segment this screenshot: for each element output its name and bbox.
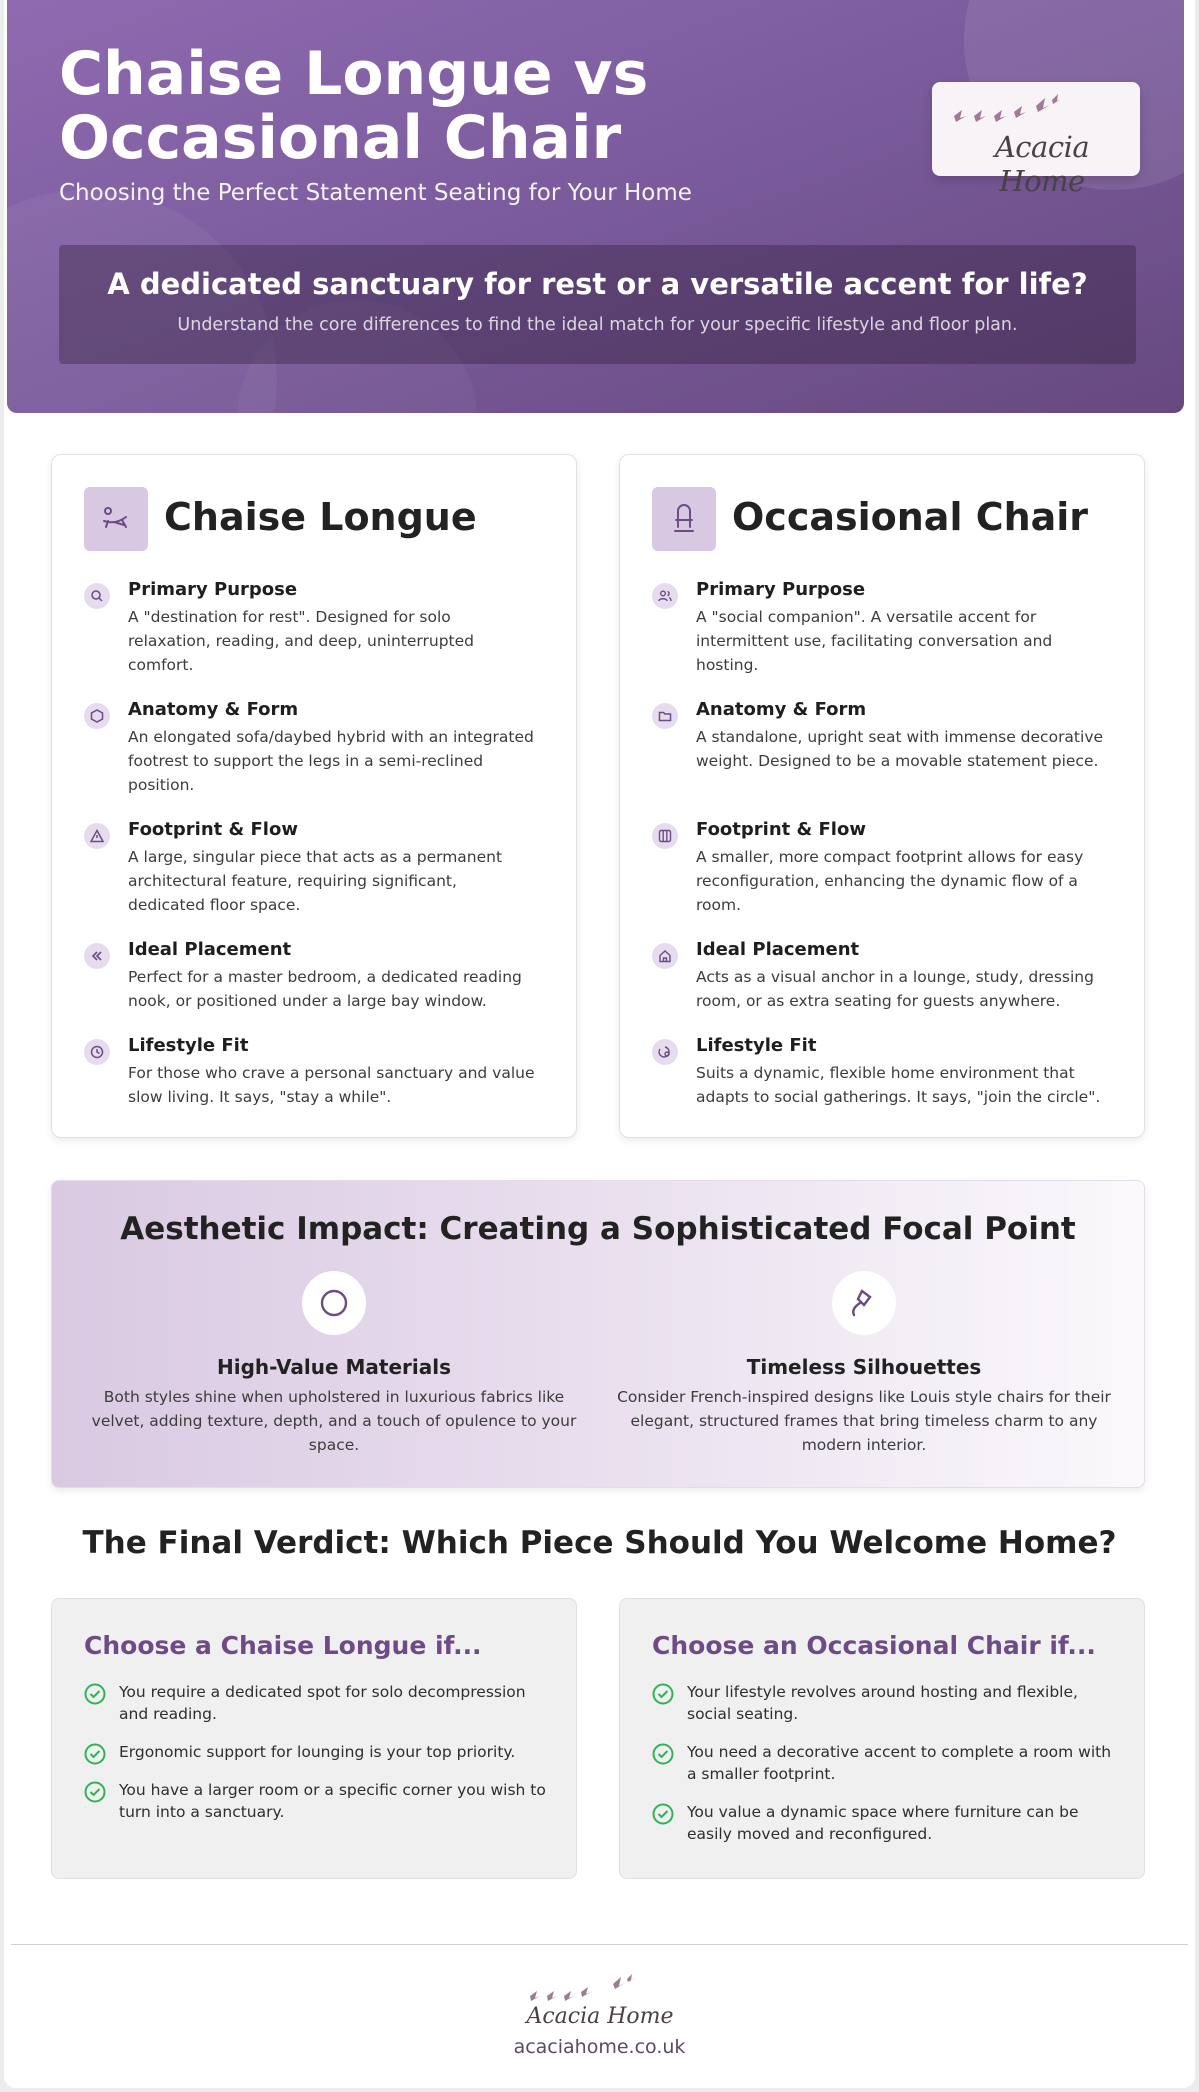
feature-title: Primary Purpose — [128, 579, 298, 600]
check-circle-icon — [84, 1743, 106, 1765]
aesthetic-item-desc: Both styles shine when upholstered in luxurious fabrics like velvet, adding texture, depth, and a touch of opulence to your space. — [91, 1388, 577, 1454]
card-title: Chaise Longue — [164, 495, 477, 539]
feature-desc: Suits a dynamic, flexible home environment that adapts to social gatherings. It says, "join the circle". — [696, 1064, 1101, 1106]
feature-title: Primary Purpose — [696, 579, 866, 600]
feature-title: Lifestyle Fit — [128, 1035, 249, 1056]
check-circle-icon — [652, 1743, 674, 1765]
feature-title: Anatomy & Form — [696, 699, 867, 720]
section-title: Aesthetic Impact: Creating a Sophisticated Focal Point — [120, 1211, 1076, 1247]
columns-icon — [652, 823, 678, 849]
feature-desc: For those who crave a personal sanctuary and value slow living. It says, "stay a while". — [128, 1064, 535, 1106]
feature-title: Footprint & Flow — [696, 819, 866, 840]
check-circle-icon — [652, 1683, 674, 1705]
check-circle-icon — [84, 1781, 106, 1803]
verdict-card-title: Choose an Occasional Chair if... — [652, 1631, 1096, 1660]
verdict-item-text: Your lifestyle revolves around hosting and flexible, social seating. — [687, 1683, 1078, 1723]
birds-logo-icon — [944, 94, 1074, 134]
footer-website-link[interactable]: acaciahome.co.uk — [513, 2036, 686, 2058]
hero-header — [7, 0, 1184, 413]
banner-title: A dedicated sanctuary for rest or a versatile accent for life? — [107, 267, 1088, 301]
circle-icon — [302, 1271, 366, 1335]
aesthetic-item-title: Timeless Silhouettes — [746, 1355, 982, 1379]
footer-divider — [11, 1944, 1188, 1945]
verdict-item-text: You require a dedicated spot for solo decompression and reading. — [119, 1683, 526, 1723]
feature-title: Ideal Placement — [696, 939, 860, 960]
logo-text: Acacia Home — [994, 130, 1090, 198]
coffee-icon — [84, 583, 110, 609]
chaise-longue-card — [51, 454, 577, 1138]
feature-desc: A "destination for rest". Designed for solo relaxation, reading, and deep, uninterrupted comfort. — [128, 608, 474, 674]
users-icon — [652, 583, 678, 609]
chair-icon — [652, 487, 716, 551]
coffee-cup-icon — [652, 1039, 678, 1065]
verdict-title: The Final Verdict: Which Piece Should You Welcome Home? — [82, 1525, 1117, 1561]
verdict-chaise-card — [51, 1598, 577, 1879]
feature-desc: A standalone, upright seat with immense decorative weight. Designed to be a movable statement piece. — [696, 728, 1104, 770]
verdict-item-text: You value a dynamic space where furniture can be easily moved and reconfigured. — [687, 1803, 1079, 1843]
card-title: Occasional Chair — [732, 495, 1089, 539]
home-icon — [652, 943, 678, 969]
aesthetic-item-desc: Consider French-inspired designs like Louis style chairs for their elegant, structured frames that bring timeless charm to any modern interior. — [617, 1388, 1111, 1454]
verdict-item-text: Ergonomic support for lounging is your top priority. — [119, 1743, 516, 1761]
aesthetic-item-title: High-Value Materials — [217, 1355, 451, 1379]
feature-desc: A "social companion". A versatile accent for intermittent use, facilitating conversation and hosting. — [696, 608, 1053, 674]
feature-title: Lifestyle Fit — [696, 1035, 817, 1056]
feature-title: Footprint & Flow — [128, 819, 298, 840]
verdict-chair-card — [619, 1598, 1145, 1879]
feature-desc: A large, singular piece that acts as a permanent architectural feature, requiring significant, dedicated floor space. — [128, 848, 503, 914]
clock-icon — [84, 1039, 110, 1065]
check-circle-icon — [652, 1803, 674, 1825]
triangle-icon — [84, 823, 110, 849]
banner-subtitle: Understand the core differences to find the ideal match for your specific lifestyle and floor plan. — [177, 315, 1018, 335]
lounger-icon — [84, 487, 148, 551]
folder-icon — [652, 703, 678, 729]
intro-banner — [59, 245, 1136, 364]
feature-title: Anatomy & Form — [128, 699, 299, 720]
footer-logo[interactable] — [525, 1974, 675, 2034]
feature-desc: An elongated sofa/daybed hybrid with an integrated footrest to support the legs in a semi-reclined position. — [128, 728, 534, 794]
feature-desc: Acts as a visual anchor in a lounge, study, dressing room, or as extra seating for guests anywhere. — [696, 968, 1094, 1010]
page-subtitle: Choosing the Perfect Statement Seating for Your Home — [59, 180, 692, 206]
verdict-item-text: You have a larger room or a specific corner you wish to turn into a sanctuary. — [119, 1781, 546, 1821]
occasional-chair-card — [619, 454, 1145, 1138]
verdict-item-text: You need a decorative accent to complete a room with a smaller footprint. — [687, 1743, 1112, 1783]
brand-logo[interactable] — [932, 82, 1140, 198]
brush-icon — [832, 1271, 896, 1335]
feature-desc: Perfect for a master bedroom, a dedicated reading nook, or positioned under a large bay window. — [128, 968, 522, 1010]
feature-desc: A smaller, more compact footprint allows for easy reconfiguration, enhancing the dynamic flow of a room. — [696, 848, 1084, 914]
check-circle-icon — [84, 1683, 106, 1705]
chevrons-left-icon — [84, 943, 110, 969]
aesthetic-impact-section — [51, 1180, 1145, 1488]
verdict-card-title: Choose a Chaise Longue if... — [84, 1631, 482, 1660]
logo-text: Acacia Home — [526, 2004, 674, 2029]
feature-title: Ideal Placement — [128, 939, 292, 960]
hexagon-icon — [84, 703, 110, 729]
page-title: Chaise Longue vs Occasional Chair — [59, 39, 649, 173]
